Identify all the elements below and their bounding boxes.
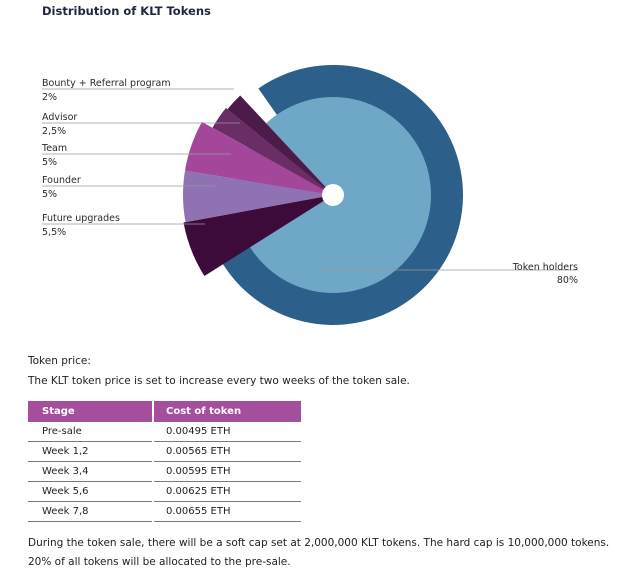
table-row [28, 502, 301, 522]
stage-cell: Pre-sale [28, 422, 153, 442]
header-stage: Stage [28, 401, 153, 422]
callout-label-team: Team [42, 143, 68, 154]
soft-cap-text: During the token sale, there will be a soft cap set at 2,000,000 KLT tokens. The hard cap is 10,000,000 tokens. [28, 537, 610, 549]
callout-value-team: 5% [42, 157, 58, 168]
stage-cell: Week 7,8 [28, 502, 153, 522]
callout-label-future-upgrades: Future upgrades [42, 213, 120, 224]
table-row [28, 422, 301, 442]
stage-cell: Week 3,4 [28, 462, 153, 482]
stage-cell: Week 1,2 [28, 442, 153, 462]
callout-value-token-holders: 80% [556, 275, 578, 286]
presale-allocation-text: 20% of all tokens will be allocated to the pre-sale. [28, 556, 291, 568]
cost-cell: 0.00655 ETH [153, 502, 301, 522]
chart-title: Distribution of KLT Tokens [42, 4, 211, 18]
callout-label-bounty-referral-program: Bounty + Referral program [42, 78, 171, 89]
cost-cell: 0.00625 ETH [153, 482, 301, 502]
token-price-table [28, 401, 301, 522]
callout-value-founder: 5% [42, 189, 58, 200]
cost-cell: 0.00595 ETH [153, 462, 301, 482]
pie-center-hole [322, 184, 344, 206]
table-row [28, 482, 301, 502]
callout-label-token-holders: Token holders [512, 262, 578, 273]
table-row [28, 462, 301, 482]
callout-label-advisor: Advisor [42, 112, 78, 123]
stage-cell: Week 5,6 [28, 482, 153, 502]
token-price-heading: Token price: [28, 355, 91, 367]
cost-cell: 0.00565 ETH [153, 442, 301, 462]
table-row [28, 442, 301, 462]
cost-cell: 0.00495 ETH [153, 422, 301, 442]
callout-value-bounty-referral-program: 2% [42, 92, 58, 103]
header-cost: Cost of token [153, 401, 301, 422]
callout-value-future-upgrades: 5,5% [42, 227, 67, 238]
token-price-description: The KLT token price is set to increase every two weeks of the token sale. [28, 375, 410, 387]
table-header-row [28, 401, 301, 422]
callout-value-advisor: 2,5% [42, 126, 67, 137]
callout-label-founder: Founder [42, 175, 81, 186]
